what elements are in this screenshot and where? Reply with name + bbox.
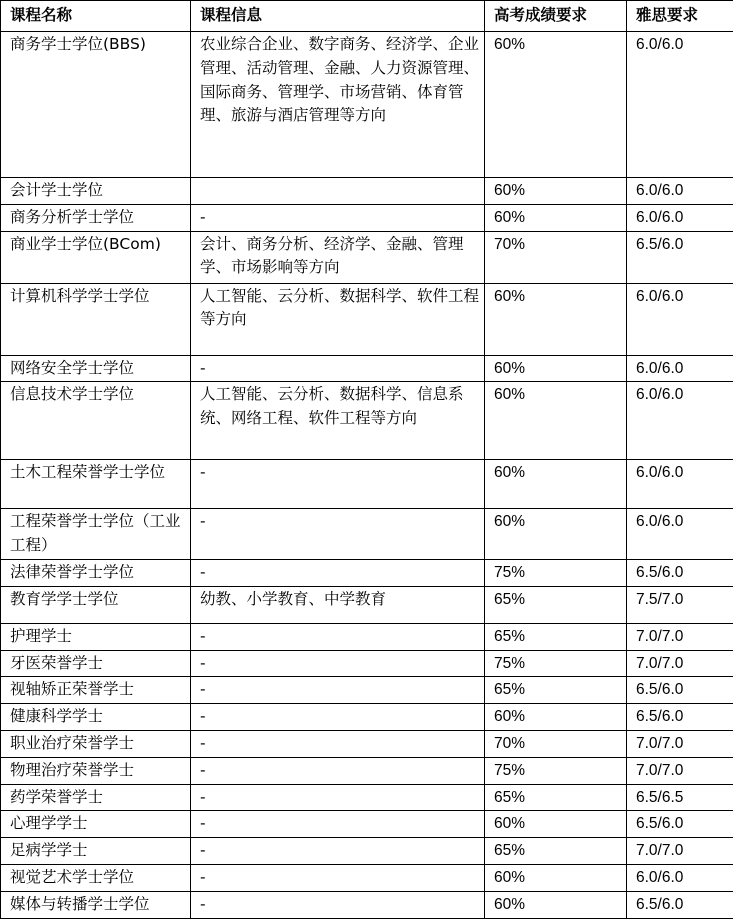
gaokao-score-cell: 75% — [485, 559, 627, 586]
ielts-cell: 6.0/6.0 — [627, 864, 733, 891]
course-info-cell: 会计、商务分析、经济学、金融、管理学、市场影响等方向 — [191, 231, 485, 283]
course-name-cell: 牙医荣誉学士 — [1, 650, 191, 677]
course-name-cell: 计算机科学学士学位 — [1, 283, 191, 355]
gaokao-score-cell: 60% — [485, 283, 627, 355]
table-row — [1, 891, 733, 918]
gaokao-score-cell: 60% — [485, 811, 627, 838]
table-row — [1, 178, 733, 205]
course-info-cell: - — [191, 623, 485, 650]
table-row — [1, 586, 733, 623]
table-row — [1, 838, 733, 865]
ielts-cell: 6.5/6.5 — [627, 784, 733, 811]
course-info-cell: - — [191, 730, 485, 757]
gaokao-score-cell: 60% — [485, 355, 627, 382]
course-name-cell: 媒体与转播学士学位 — [1, 891, 191, 918]
course-name-cell: 职业治疗荣誉学士 — [1, 730, 191, 757]
table-row — [1, 382, 733, 460]
course-info-cell — [191, 178, 485, 205]
ielts-cell: 7.0/7.0 — [627, 650, 733, 677]
gaokao-score-cell: 65% — [485, 784, 627, 811]
ielts-cell: 6.0/6.0 — [627, 382, 733, 460]
ielts-cell: 7.0/7.0 — [627, 757, 733, 784]
course-name-cell: 物理治疗荣誉学士 — [1, 757, 191, 784]
course-info-cell: - — [191, 460, 485, 509]
table-row — [1, 204, 733, 231]
ielts-cell: 6.0/6.0 — [627, 204, 733, 231]
course-name-cell: 护理学士 — [1, 623, 191, 650]
gaokao-score-cell: 70% — [485, 730, 627, 757]
table-row — [1, 355, 733, 382]
ielts-cell: 6.5/6.0 — [627, 231, 733, 283]
ielts-cell: 6.5/6.0 — [627, 891, 733, 918]
gaokao-score-cell: 60% — [485, 204, 627, 231]
course-name-cell: 足病学学士 — [1, 838, 191, 865]
table-row — [1, 460, 733, 509]
table-row — [1, 231, 733, 283]
course-info-cell: 幼教、小学教育、中学教育 — [191, 586, 485, 623]
ielts-cell: 7.0/7.0 — [627, 838, 733, 865]
course-name-cell: 会计学士学位 — [1, 178, 191, 205]
gaokao-score-cell: 60% — [485, 460, 627, 509]
course-info-cell: - — [191, 864, 485, 891]
header-ielts: 雅思要求 — [627, 1, 733, 32]
table-row — [1, 650, 733, 677]
gaokao-score-cell: 60% — [485, 891, 627, 918]
course-info-cell: - — [191, 811, 485, 838]
gaokao-score-cell: 75% — [485, 650, 627, 677]
table-row — [1, 509, 733, 560]
gaokao-score-cell: 75% — [485, 757, 627, 784]
course-name-cell: 土木工程荣誉学士学位 — [1, 460, 191, 509]
gaokao-score-cell: 65% — [485, 623, 627, 650]
course-name-cell: 教育学学士学位 — [1, 586, 191, 623]
header-course-info: 课程信息 — [191, 1, 485, 32]
header-gaokao-score: 高考成绩要求 — [485, 1, 627, 32]
table-row — [1, 784, 733, 811]
course-name-cell: 健康科学学士 — [1, 704, 191, 731]
course-info-cell: - — [191, 704, 485, 731]
table-row — [1, 730, 733, 757]
table-row — [1, 704, 733, 731]
ielts-cell: 6.0/6.0 — [627, 355, 733, 382]
ielts-cell: 7.0/7.0 — [627, 730, 733, 757]
course-info-cell: - — [191, 509, 485, 560]
course-info-cell: - — [191, 650, 485, 677]
ielts-cell: 6.5/6.0 — [627, 704, 733, 731]
course-info-cell: - — [191, 784, 485, 811]
gaokao-score-cell: 60% — [485, 178, 627, 205]
table-row — [1, 623, 733, 650]
course-name-cell: 信息技术学士学位 — [1, 382, 191, 460]
ielts-cell: 6.5/6.0 — [627, 811, 733, 838]
course-info-cell: - — [191, 677, 485, 704]
course-name-cell: 药学荣誉学士 — [1, 784, 191, 811]
course-info-cell: - — [191, 757, 485, 784]
course-name-cell: 工程荣誉学士学位（工业工程） — [1, 509, 191, 560]
course-name-cell: 网络安全学士学位 — [1, 355, 191, 382]
ielts-cell: 6.0/6.0 — [627, 283, 733, 355]
course-info-cell: - — [191, 204, 485, 231]
course-info-cell: 人工智能、云分析、数据科学、软件工程等方向 — [191, 283, 485, 355]
gaokao-score-cell: 65% — [485, 586, 627, 623]
gaokao-score-cell: 65% — [485, 677, 627, 704]
gaokao-score-cell: 65% — [485, 838, 627, 865]
table-row — [1, 864, 733, 891]
course-name-cell: 心理学学士 — [1, 811, 191, 838]
table-row — [1, 32, 733, 178]
ielts-cell: 7.5/7.0 — [627, 586, 733, 623]
header-row — [1, 1, 733, 32]
course-name-cell: 法律荣誉学士学位 — [1, 559, 191, 586]
ielts-cell: 6.5/6.0 — [627, 677, 733, 704]
gaokao-score-cell: 70% — [485, 231, 627, 283]
gaokao-score-cell: 60% — [485, 509, 627, 560]
gaokao-score-cell: 60% — [485, 704, 627, 731]
course-info-cell: - — [191, 891, 485, 918]
table-row — [1, 677, 733, 704]
ielts-cell: 7.0/7.0 — [627, 623, 733, 650]
gaokao-score-cell: 60% — [485, 32, 627, 178]
course-info-cell: - — [191, 838, 485, 865]
course-info-cell: 农业综合企业、数字商务、经济学、企业管理、活动管理、金融、人力资源管理、国际商务、管理学、市场营销、体育管理、旅游与酒店管理等方向 — [191, 32, 485, 178]
course-name-cell: 商务学士学位(BBS) — [1, 32, 191, 178]
header-course-name: 课程名称 — [1, 1, 191, 32]
table-row — [1, 757, 733, 784]
course-info-cell: - — [191, 355, 485, 382]
course-info-cell: 人工智能、云分析、数据科学、信息系统、网络工程、软件工程等方向 — [191, 382, 485, 460]
course-name-cell: 商务分析学士学位 — [1, 204, 191, 231]
ielts-cell: 6.0/6.0 — [627, 509, 733, 560]
ielts-cell: 6.0/6.0 — [627, 178, 733, 205]
ielts-cell: 6.5/6.0 — [627, 559, 733, 586]
course-name-cell: 视觉艺术学士学位 — [1, 864, 191, 891]
course-name-cell: 商业学士学位(BCom) — [1, 231, 191, 283]
ielts-cell: 6.0/6.0 — [627, 460, 733, 509]
table-row — [1, 811, 733, 838]
table-row — [1, 283, 733, 355]
gaokao-score-cell: 60% — [485, 382, 627, 460]
ielts-cell: 6.0/6.0 — [627, 32, 733, 178]
course-name-cell: 视轴矫正荣誉学士 — [1, 677, 191, 704]
course-info-cell: - — [191, 559, 485, 586]
table-row — [1, 559, 733, 586]
gaokao-score-cell: 60% — [485, 864, 627, 891]
